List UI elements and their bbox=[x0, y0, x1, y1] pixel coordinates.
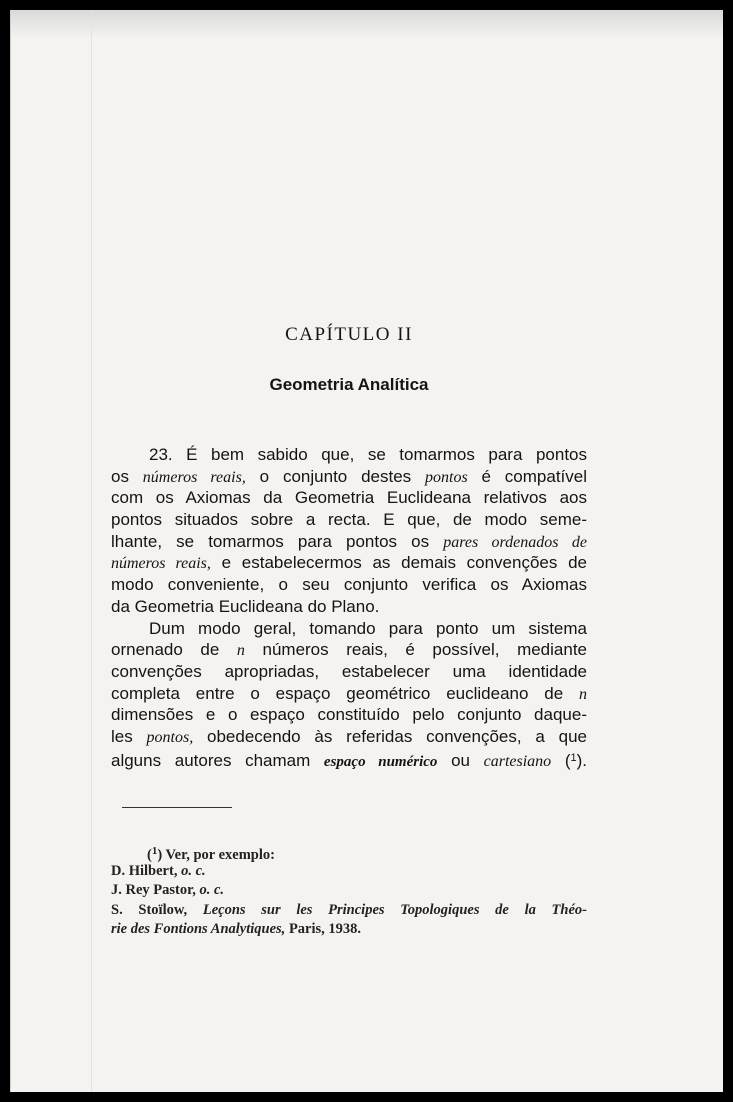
text-line bbox=[111, 618, 587, 640]
text-segment: Paris, 1938. bbox=[285, 921, 362, 938]
text-line bbox=[111, 466, 587, 488]
text-segment: números reais, é possível, mediante bbox=[244, 640, 587, 660]
text-segment: Leçons sur les Principes Topologiques de la Théo- bbox=[202, 901, 587, 918]
text-line bbox=[111, 531, 587, 553]
text-line bbox=[111, 842, 587, 862]
text-segment: J. Rey Pastor, bbox=[111, 882, 200, 899]
text-line bbox=[111, 574, 587, 596]
text-segment: obedecendo às referidas convenções, a que bbox=[193, 726, 587, 746]
text-segment: D. Hilbert, bbox=[111, 862, 182, 879]
text-line bbox=[111, 487, 587, 509]
text-line bbox=[111, 881, 587, 901]
paragraph-23 bbox=[111, 444, 587, 618]
text-segment: números reais, bbox=[142, 468, 246, 486]
page-top-shadow bbox=[11, 10, 723, 38]
text-segment: Dum modo geral, tomando para ponto um sistema bbox=[149, 618, 587, 638]
text-segment: ( bbox=[551, 750, 571, 770]
text-segment: com os Axiomas da Geometria Euclideana relativos aos bbox=[111, 488, 587, 508]
text-line bbox=[111, 444, 587, 466]
paragraph-general bbox=[111, 618, 587, 770]
section-title: Geometria Analítica bbox=[269, 375, 429, 394]
text-segment: S. Stoïlow, bbox=[111, 901, 203, 918]
text-line bbox=[111, 862, 587, 882]
page-binding-edge bbox=[91, 10, 92, 1092]
text-segment: da Geometria Euclideana do Plano. bbox=[111, 596, 380, 616]
footnote-marker: 1 bbox=[570, 751, 577, 764]
text-segment: os bbox=[111, 466, 143, 486]
text-line bbox=[111, 901, 587, 921]
text-segment: ( bbox=[147, 847, 152, 863]
text-line bbox=[111, 683, 587, 705]
text-segment: pontos, bbox=[146, 728, 194, 746]
text-segment: ou bbox=[437, 750, 484, 770]
footnote-separator bbox=[122, 807, 232, 808]
text-segment: rie des Fontions Analytiques, bbox=[111, 921, 286, 938]
text-line bbox=[111, 726, 587, 748]
chapter-heading: CAPÍTULO II bbox=[285, 324, 413, 345]
scanned-page bbox=[10, 10, 723, 1092]
text-segment: pontos situados sobre a recta. E que, de modo seme- bbox=[111, 510, 587, 530]
text-segment: o. c. bbox=[181, 862, 206, 879]
body-text bbox=[111, 444, 587, 769]
text-segment: espaço numérico bbox=[323, 753, 438, 770]
text-segment: n bbox=[579, 685, 587, 703]
text-segment: ornenado de bbox=[111, 640, 237, 660]
text-segment: números reais, bbox=[111, 555, 211, 573]
text-segment: 23. É bem sabido que, se tomarmos para pontos bbox=[149, 445, 587, 464]
text-line bbox=[111, 639, 587, 661]
text-segment: alguns autores chamam bbox=[111, 750, 324, 770]
text-segment: les bbox=[111, 726, 147, 746]
text-segment: completa entre o espaço geométrico euclideano de bbox=[111, 683, 579, 703]
text-line bbox=[111, 509, 587, 531]
text-segment: e estabelecermos as demais convenções de bbox=[210, 553, 587, 573]
text-segment: ) Ver, por exemplo: bbox=[157, 847, 275, 863]
text-line bbox=[111, 748, 587, 770]
text-segment: o conjunto destes bbox=[245, 466, 425, 486]
text-line bbox=[111, 661, 587, 683]
text-segment: cartesiano bbox=[483, 752, 552, 770]
text-segment: o. c. bbox=[199, 882, 225, 899]
text-line bbox=[111, 920, 587, 940]
text-segment: é compatível bbox=[467, 466, 587, 486]
text-segment: convenções apropriadas, estabelecer uma identidade bbox=[111, 661, 587, 681]
footnote-list bbox=[111, 842, 587, 940]
footnote-marker: 1 bbox=[151, 845, 158, 857]
text-segment: dimensões e o espaço constituído pelo conjunto daque- bbox=[111, 705, 587, 725]
text-line bbox=[111, 596, 587, 618]
text-segment: modo conveniente, o seu conjunto verifica os Axiomas bbox=[111, 575, 587, 595]
text-segment: pontos bbox=[425, 468, 468, 486]
text-segment: pares ordenados de bbox=[443, 533, 587, 551]
text-segment: ). bbox=[576, 750, 587, 770]
footnotes bbox=[111, 842, 587, 940]
text-segment: n bbox=[236, 642, 245, 660]
text-segment: lhante, se tomarmos para pontos os bbox=[111, 531, 444, 551]
text-line bbox=[111, 552, 587, 574]
text-line bbox=[111, 704, 587, 726]
